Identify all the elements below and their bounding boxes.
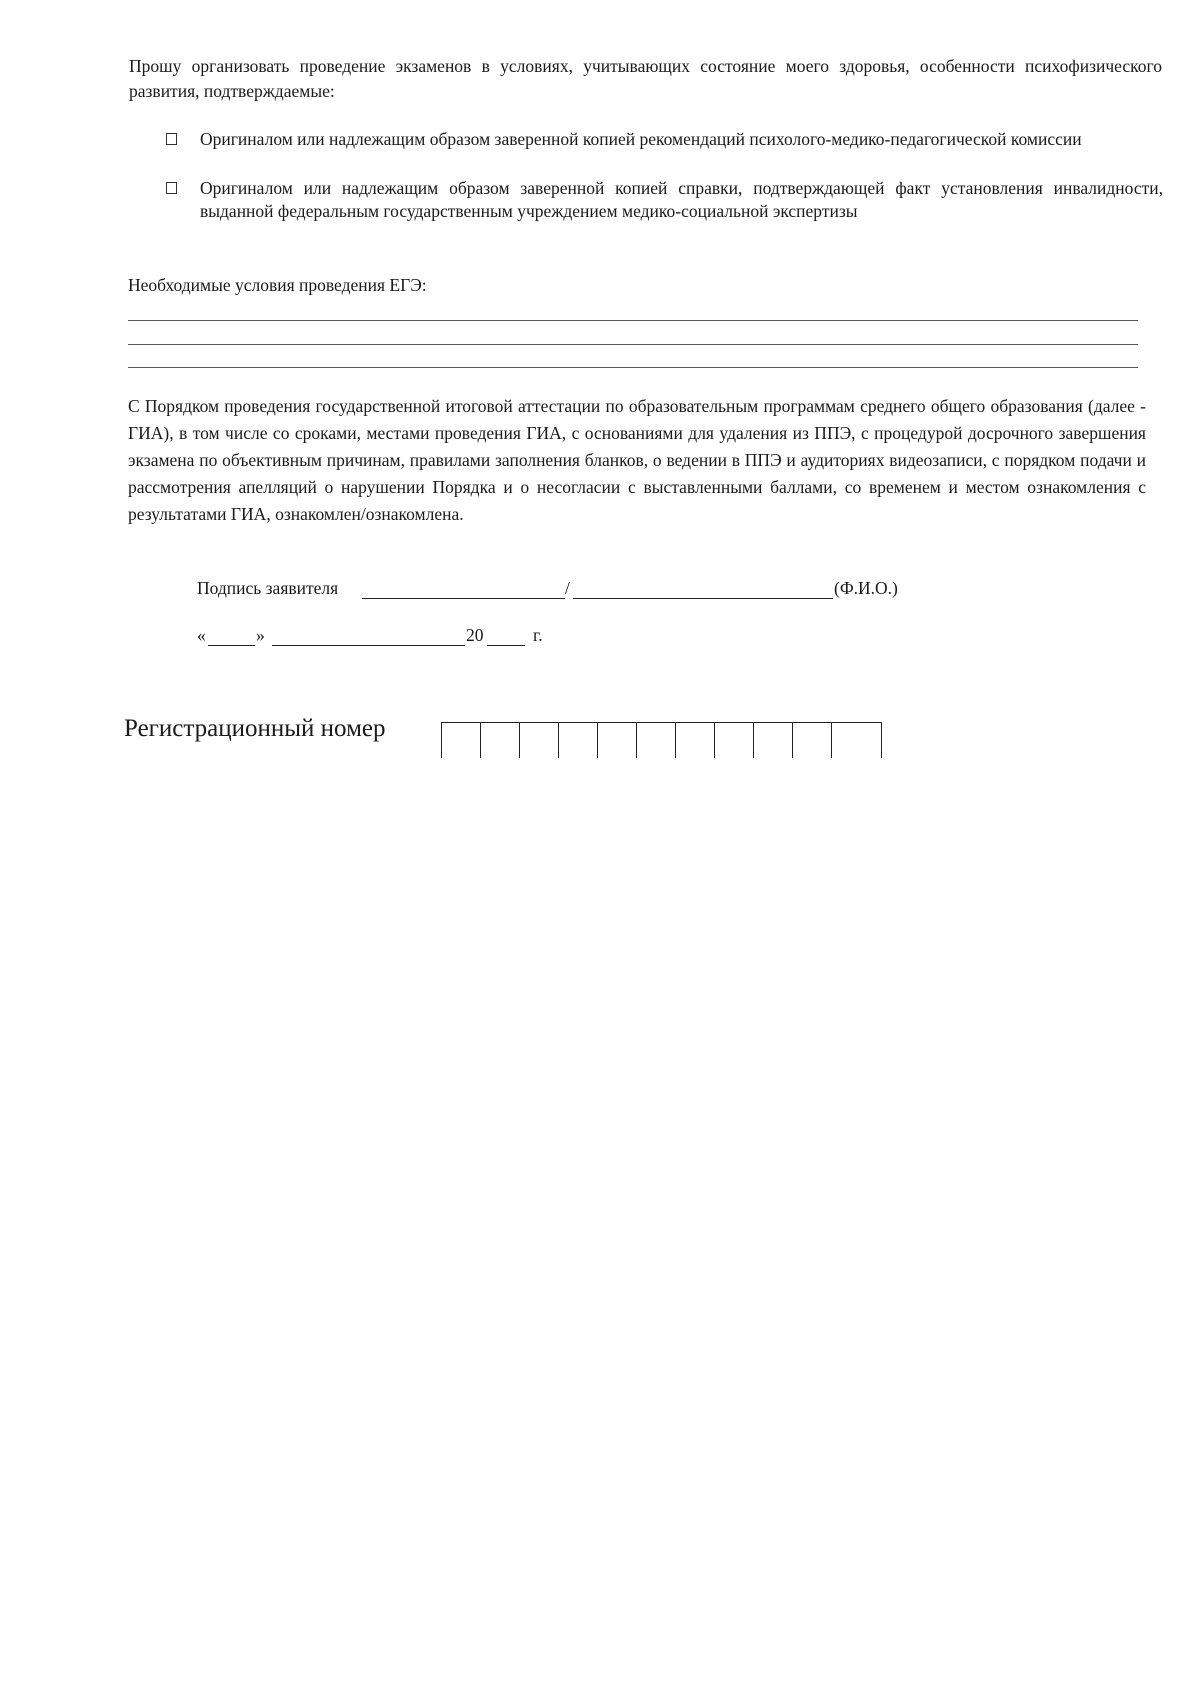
- conditions-line-3[interactable]: [128, 367, 1138, 368]
- registration-digit-cell[interactable]: [558, 722, 597, 758]
- option-ppmk-label: Оригиналом или надлежащим образом заверенной копией рекомендаций психолого-медико-педагогической комиссии: [200, 129, 1082, 149]
- year-suffix: г.: [533, 625, 543, 645]
- conditions-line-2[interactable]: [128, 344, 1138, 345]
- registration-digit-cell[interactable]: [675, 722, 714, 758]
- registration-digit-cell[interactable]: [597, 722, 636, 758]
- registration-digit-cell[interactable]: [441, 722, 480, 758]
- conditions-line-1[interactable]: [128, 320, 1138, 321]
- option-ppmk-recommendation[interactable]: [163, 128, 1163, 151]
- date-close-quote: »: [256, 625, 265, 645]
- registration-digit-cell[interactable]: [753, 722, 792, 758]
- registration-digit-cell[interactable]: [831, 722, 882, 758]
- signature-field[interactable]: [362, 598, 565, 599]
- registration-digit-cell[interactable]: [792, 722, 831, 758]
- procedure-paragraph: С Порядком проведения государственной итоговой аттестации по образовательным программам среднего общего образования (далее - ГИА), в том числе со сроками, местами проведения ГИА, с основаниями для удаления из ППЭ, с процедурой досрочного завершения экзамена по объективным причинам, правилами заполнения бланков, о ведении в ППЭ и аудиториях видеозаписи, с порядком подачи и рассмотрения апелляций о нарушении Порядка и о несогласии с выставленными баллами, со временем и местом ознакомления с результатами ГИА, ознакомлен/ознакомлена.: [128, 396, 1146, 524]
- day-field[interactable]: [208, 645, 255, 646]
- checkbox-disability[interactable]: [166, 182, 177, 194]
- intro-paragraph: Прошу организовать проведение экзаменов в условиях, учитывающих состояние моего здоровья, особенности психофизического развития, подтверждаемые:: [129, 56, 1162, 101]
- signature-label: Подпись заявителя: [197, 578, 339, 598]
- checkbox-ppmk[interactable]: [166, 133, 177, 145]
- year-prefix: 20: [466, 625, 484, 645]
- option-disability-label: Оригиналом или надлежащим образом заверенной копией справки, подтверждающей факт установления инвалидности, выданной федеральным государственным учреждением медико-социальной экспертизы: [200, 178, 1163, 221]
- registration-number-cells[interactable]: [441, 722, 882, 758]
- year-field[interactable]: [487, 645, 525, 646]
- date-open-quote: «: [197, 625, 206, 645]
- registration-digit-cell[interactable]: [714, 722, 753, 758]
- month-field[interactable]: [272, 645, 465, 646]
- fio-label: (Ф.И.О.): [834, 578, 898, 598]
- option-disability-certificate[interactable]: [163, 177, 1163, 223]
- conditions-label: Необходимые условия проведения ЕГЭ:: [128, 275, 427, 295]
- registration-number-label: Регистрационный номер: [124, 715, 386, 742]
- registration-digit-cell[interactable]: [480, 722, 519, 758]
- fio-field[interactable]: [573, 598, 833, 599]
- signature-separator: /: [565, 578, 570, 598]
- registration-digit-cell[interactable]: [636, 722, 675, 758]
- registration-digit-cell[interactable]: [519, 722, 558, 758]
